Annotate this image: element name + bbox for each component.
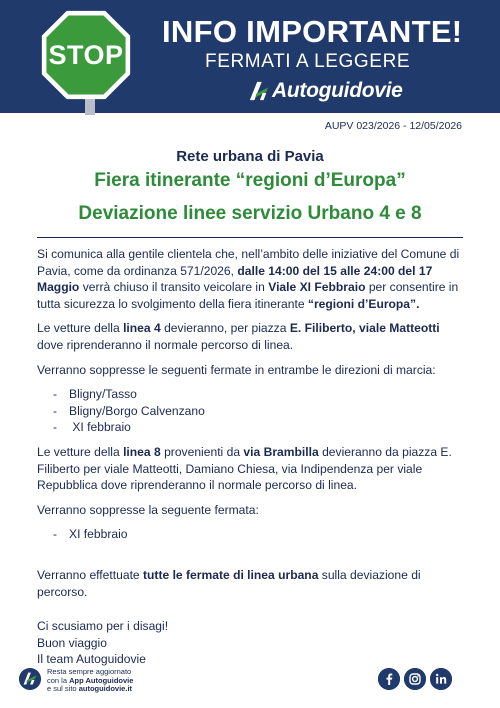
line4-paragraph	[37, 320, 467, 353]
footer-site-link[interactable]: autoguidovie.it	[78, 684, 133, 693]
line8-text-2: provenienti da	[160, 444, 244, 459]
footer-app-link[interactable]: App Autoguidovie	[69, 675, 134, 685]
intro-dates: dalle 14:00 del 15 alle 24:00 del 17 Maggio	[37, 263, 433, 295]
closing-greeting: Buon viaggio	[37, 635, 107, 650]
suppressed-single-intro: Verranno soppresse la seguente fermata:	[37, 502, 259, 517]
list-item: - Bligny/Tasso	[37, 386, 467, 403]
divider	[37, 237, 463, 238]
closing-apology: Ci scusiamo per i disagi!	[37, 619, 169, 634]
notice-reference: AUPV 023/2026 - 12/05/2026	[324, 120, 462, 132]
list-item: - XI febbraio	[37, 526, 467, 543]
header-banner	[0, 0, 500, 113]
brand-logo	[248, 78, 403, 104]
deviation-heading: Deviazione linee servizio Urbano 4 e 8	[78, 203, 422, 224]
notice-body	[37, 246, 467, 668]
line8-text-3: devieranno da piazza E. Filiberto per viale Matteotti, Damiano Chiesa, via Indipendenza per viale Repubblica dove riprenderanno il normale percorso di linea.	[37, 444, 452, 493]
intro-text-2: verrà chiuso il transito veicolare in	[79, 280, 269, 295]
banner-subtitle: FERMATI A LEGGERE	[205, 51, 411, 72]
suppressed-both-intro: Verranno soppresse le seguenti fermate in entrambe le direzioni di marcia:	[37, 362, 436, 377]
intro-text-1: Si comunica alla gentile clientela che, nell’ambito delle iniziative del Comune di Pavia, come da ordinanza 571/2026,	[37, 247, 460, 278]
suppressed-single-list	[37, 526, 467, 543]
line4-text-3: dove riprenderanno il normale percorso di linea.	[37, 337, 294, 352]
brand-name: Autoguidovie	[272, 79, 403, 102]
stops-emphasis: tutte le fermate di linea urbana	[143, 567, 319, 582]
stop-sign-icon	[36, 9, 144, 113]
list-item: - XI febbraio	[37, 419, 467, 436]
line4-number: linea 4	[123, 321, 161, 336]
stops-paragraph	[37, 567, 467, 600]
app-logo-icon	[19, 668, 41, 690]
network-heading: Rete urbana di Pavia	[176, 148, 324, 165]
stops-text-1: Verranno effettuate	[37, 567, 144, 582]
instagram-icon[interactable]	[404, 668, 426, 690]
banner-title: INFO IMPORTANTE!	[162, 14, 463, 49]
line8-origin: via Brambilla	[243, 444, 319, 459]
suppressed-both-list	[37, 386, 467, 436]
intro-fair-name: “regioni d’Europa”.	[307, 296, 420, 311]
footer-app-info	[47, 668, 133, 694]
line8-paragraph	[37, 444, 467, 494]
intro-paragraph	[37, 246, 467, 312]
line4-route: E. Filiberto, viale Matteotti	[289, 321, 440, 336]
linkedin-icon[interactable]	[430, 668, 452, 690]
stop-label: STOP	[48, 40, 124, 70]
stops-text-2: sulla deviazione di percorso.	[37, 567, 421, 599]
line8-text-1: Le vetture della	[37, 444, 124, 459]
intro-street: Viale XI Febbraio	[268, 280, 366, 295]
footer-line-3	[47, 685, 133, 694]
fair-heading: Fiera itinerante “regioni d’Europa”	[94, 170, 406, 191]
list-item: - Bligny/Borgo Calvenzano	[37, 403, 467, 420]
closing-signature: Il team Autoguidovie	[37, 652, 146, 667]
line4-text-1: Le vetture della	[37, 321, 124, 336]
footer-line-1: Resta sempre aggiornato	[47, 667, 132, 676]
facebook-icon[interactable]	[378, 668, 400, 690]
footer-line-2-text: con la	[47, 675, 70, 685]
line4-text-2: devieranno, per piazza	[160, 321, 290, 336]
line8-number: linea 8	[123, 444, 161, 459]
autoguidovie-logo-icon	[248, 80, 270, 102]
footer-line-3-text: e sul sito	[47, 684, 79, 693]
intro-text-3: per consentire in tutta sicurezza lo svolgimento della fiera itinerante	[37, 280, 459, 311]
